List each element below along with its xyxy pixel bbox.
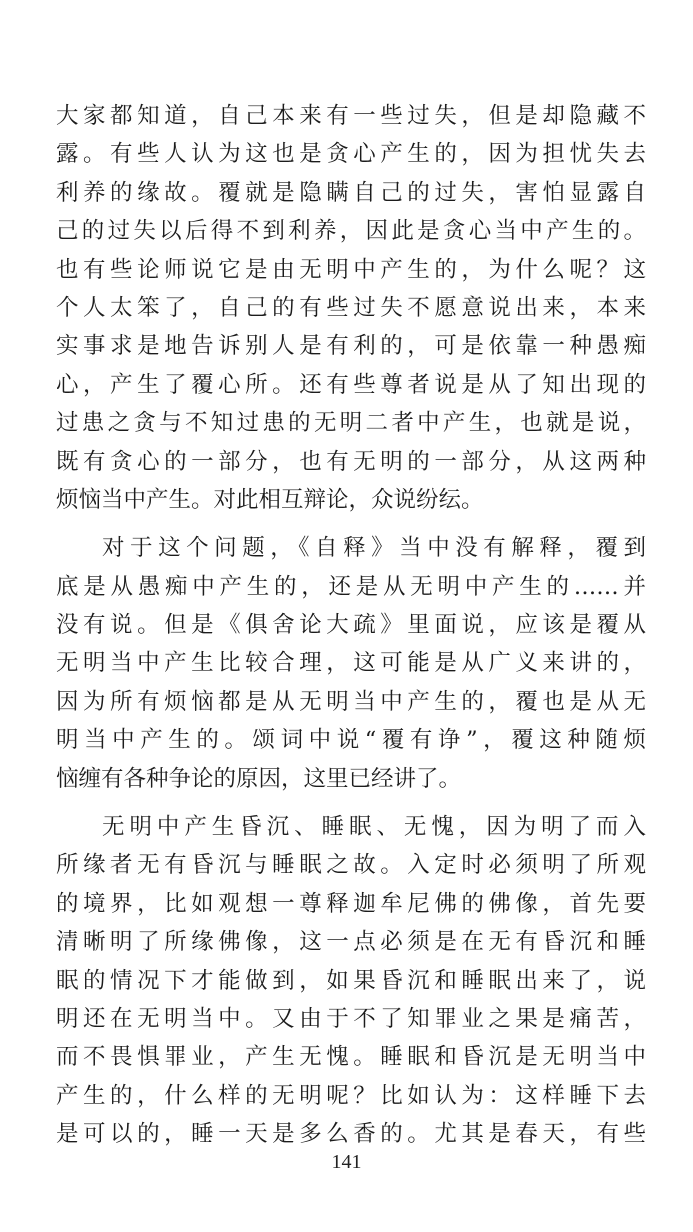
text-line: 个人太笨了，自己的有些过失不愿意说出来，本来 <box>56 294 646 321</box>
text-line: 眠的情况下才能做到，如果昏沉和睡眠出来了，说 <box>56 967 646 994</box>
text-line: 清晰明了所缘佛像，这一点必须是在无有昏沉和睡 <box>56 929 646 956</box>
text-line: 所缘者无有昏沉与睡眠之故。入定时必须明了所观 <box>56 852 646 879</box>
text-line: 既有贪心的一部分，也有无明的一部分，从这两种 <box>56 448 646 475</box>
text-line: 大家都知道，自己本来有一些过失，但是却隐藏不 <box>56 103 646 129</box>
paragraph-spacer <box>56 519 646 529</box>
paragraph-3 <box>56 808 646 1154</box>
text-line: 利养的缘故。覆就是隐瞒自己的过失，害怕显露自 <box>56 179 646 206</box>
text-line: 明还在无明当中。又由于不了知罪业之果是痛苦， <box>56 1005 646 1032</box>
text-line: 无明中产生昏沉、睡眠、无愧，因为明了而入 <box>102 814 646 841</box>
paragraph-1 <box>56 97 646 519</box>
text-line: 恼缠有各种争论的原因，这里已经讲了。 <box>56 765 462 792</box>
text-line: 是可以的，睡一天是多么香的。尤其是春天，有些 <box>56 1121 646 1148</box>
text-line: 明当中产生的。颂词中说“覆有诤”，覆这种随烦 <box>56 727 646 754</box>
text-line: 的境界，比如观想一尊释迦牟尼佛的佛像，首先要 <box>56 890 646 917</box>
text-line: 心，产生了覆心所。还有些尊者说是从了知出现的 <box>56 371 646 398</box>
text-line: 产生的，什么样的无明呢？比如认为：这样睡下去 <box>56 1082 646 1109</box>
text-line: 烦恼当中产生。对此相互辩论，众说纷纭。 <box>56 486 484 513</box>
text-line: 过患之贪与不知过患的无明二者中产生，也就是说， <box>56 410 646 437</box>
text-line: 底是从愚痴中产生的，还是从无明中产生的……并 <box>56 573 646 600</box>
text-line: 因为所有烦恼都是从无明当中产生的，覆也是从无 <box>56 688 646 715</box>
page-number: 141 <box>331 1151 362 1173</box>
body-text <box>56 97 646 1154</box>
paragraph-spacer <box>56 798 646 808</box>
text-line: 实事求是地告诉别人是有利的，可是依靠一种愚痴 <box>56 333 646 360</box>
text-line: 没有说。但是《俱舍论大疏》里面说，应该是覆从 <box>56 612 646 639</box>
text-line: 而不畏惧罪业，产生无愧。睡眠和昏沉是无明当中 <box>56 1044 646 1071</box>
text-line: 对于这个问题，《自释》当中没有解释，覆到 <box>102 535 646 562</box>
text-line: 无明当中产生比较合理，这可能是从广义来讲的， <box>56 650 646 677</box>
text-line: 露。有些人认为这也是贪心产生的，因为担忧失去 <box>56 141 646 168</box>
text-line: 己的过失以后得不到利养，因此是贪心当中产生的。 <box>56 218 646 245</box>
text-line: 也有些论师说它是由无明中产生的，为什么呢？这 <box>56 256 646 283</box>
paragraph-2 <box>56 529 646 798</box>
